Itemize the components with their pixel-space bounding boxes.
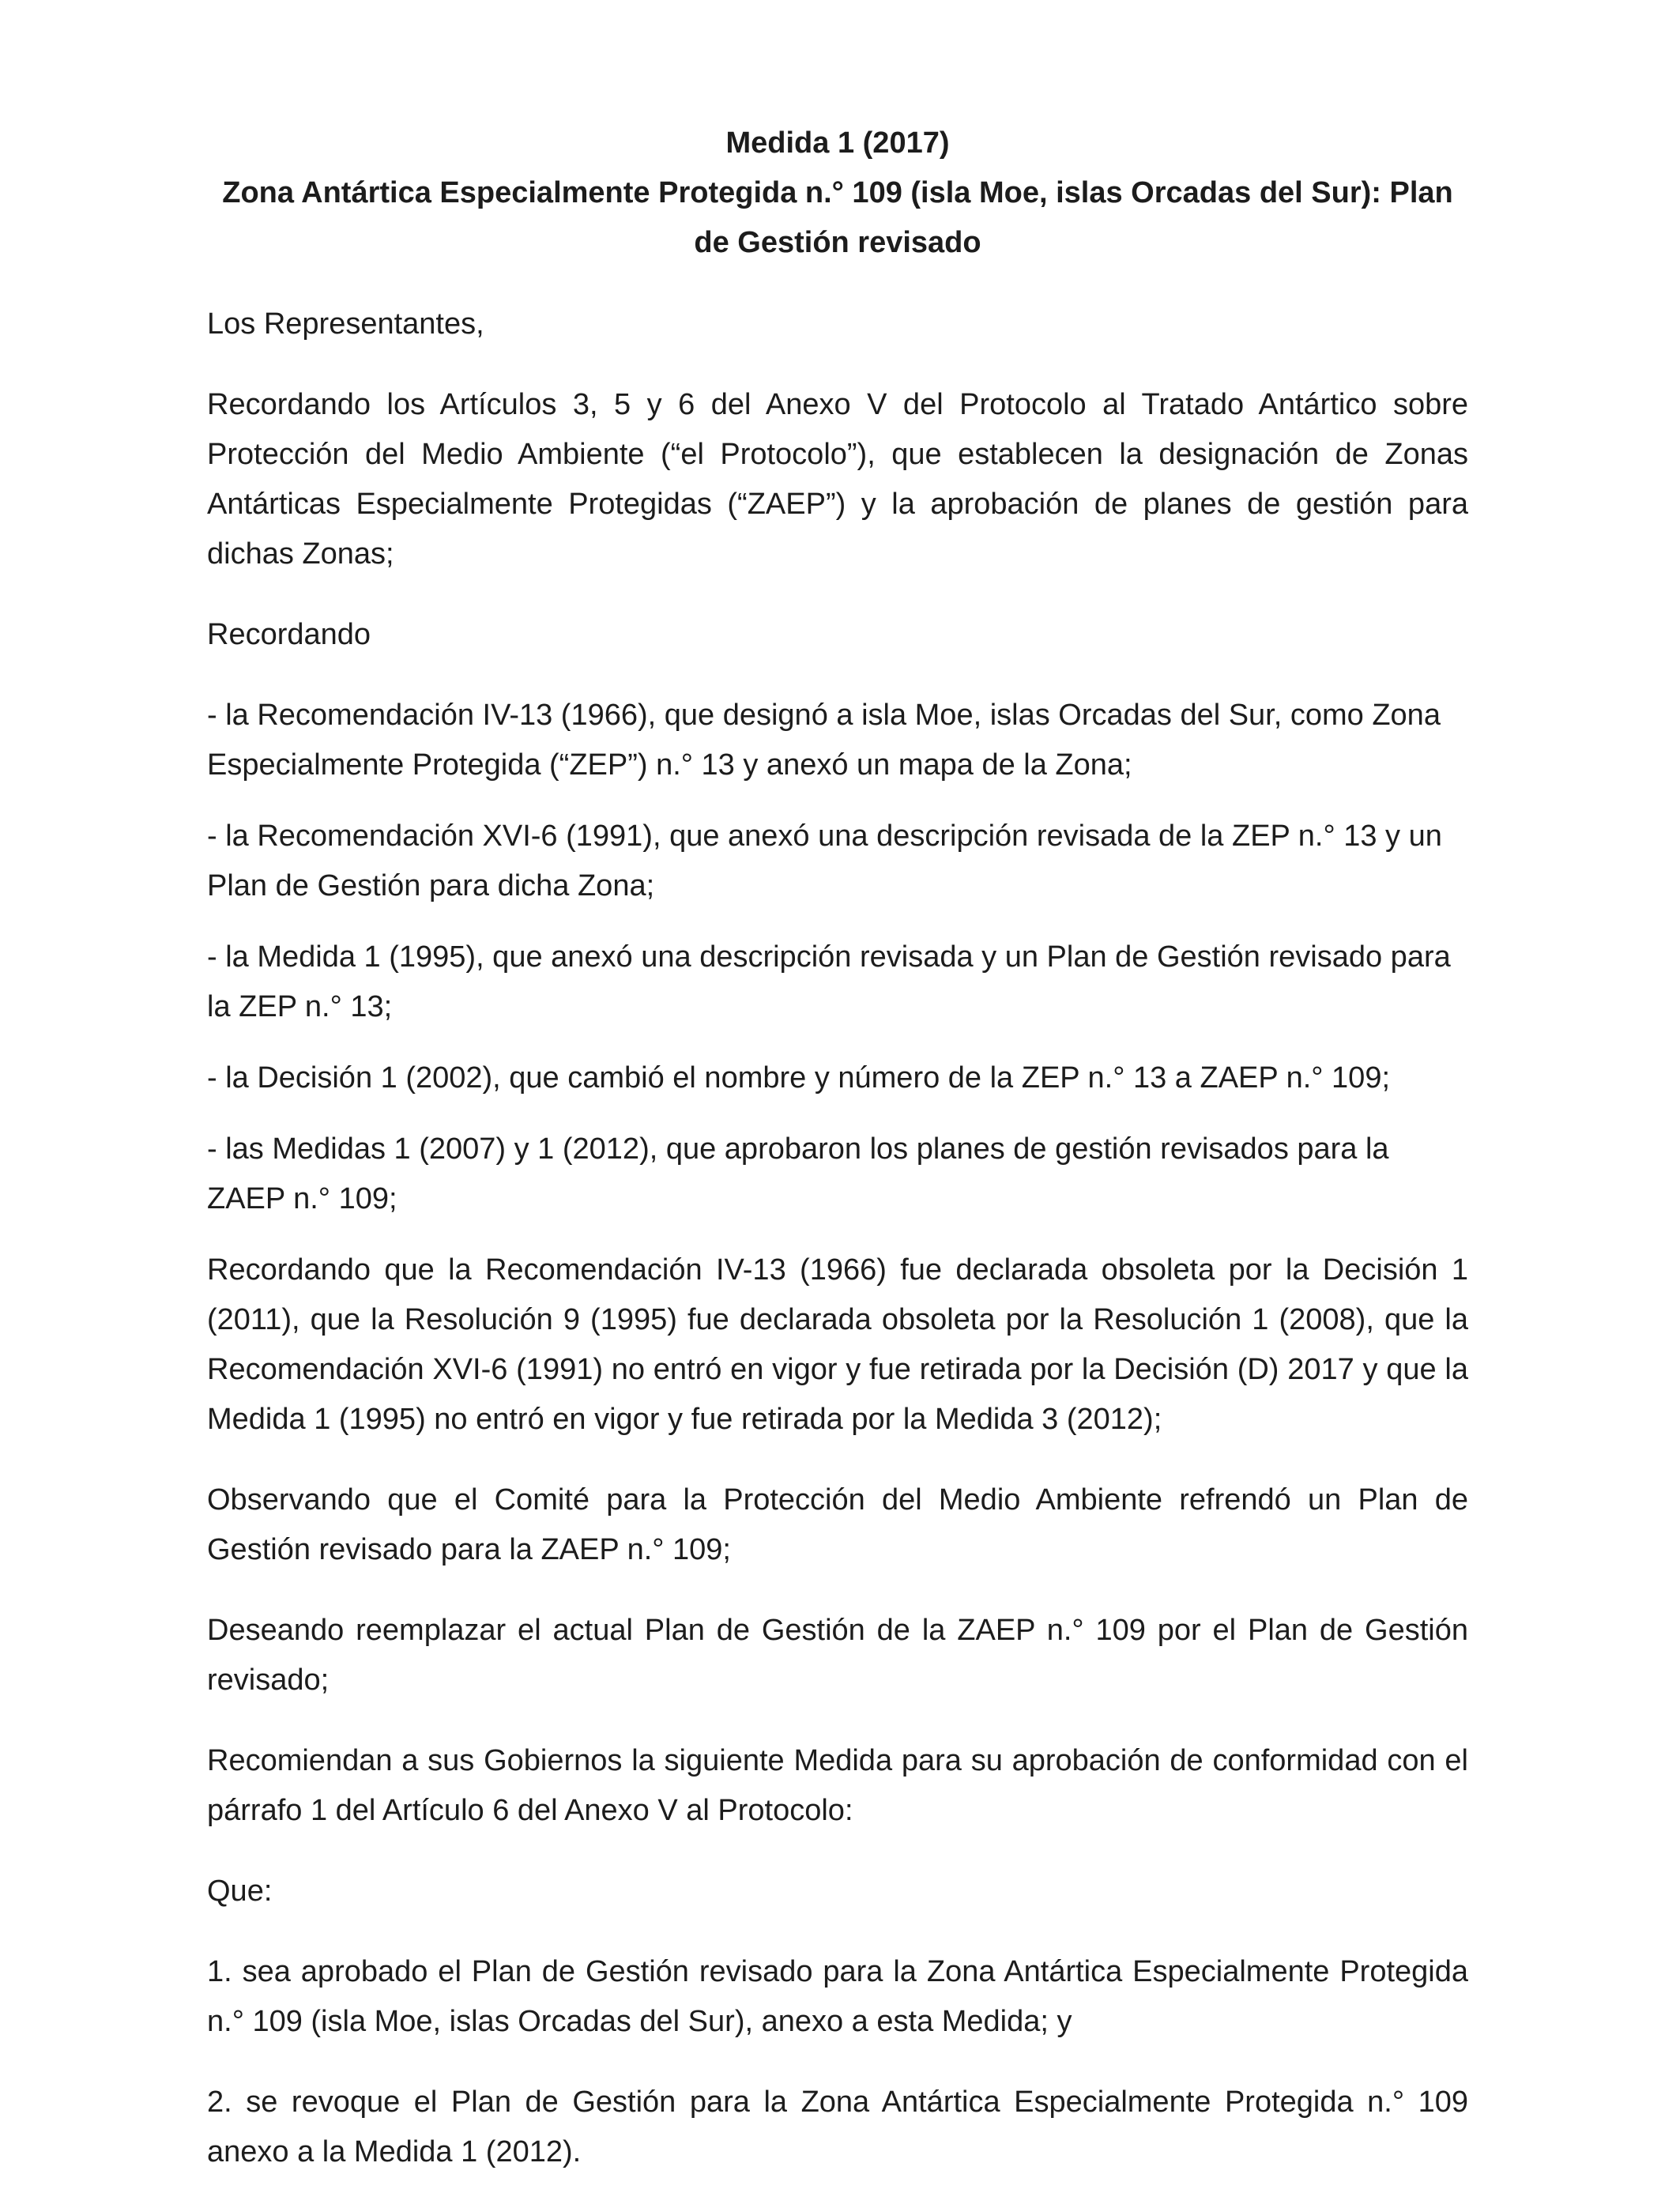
- list-item-recommendation-iv-13: - la Recomendación IV-13 (1966), que designó a isla Moe, islas Orcadas del Sur, como Zona Especialmente Protegida (“ZEP”) n.° 13 y anexó un mapa de la Zona;: [207, 699, 1441, 782]
- list-item-measure-1-1995: - la Medida 1 (1995), que anexó una descripción revisada y un Plan de Gestión revisado para la ZEP n.° 13;: [207, 940, 1451, 1023]
- document-page: [207, 119, 1468, 2208]
- paragraph-desiring: Deseando reemplazar el actual Plan de Gestión de la ZAEP n.° 109 por el Plan de Gestión revisado;: [207, 1614, 1468, 1697]
- document-title: Medida 1 (2017): [725, 126, 950, 160]
- list-item-measures-2007-2012: - las Medidas 1 (2007) y 1 (2012), que aprobaron los planes de gestión revisados para la ZAEP n.° 109;: [207, 1132, 1389, 1215]
- document-subtitle: Zona Antártica Especialmente Protegida n.° 109 (isla Moe, islas Orcadas del Sur): Plan de Gestión revisado: [222, 176, 1453, 259]
- paragraph-recommend: Recomiendan a sus Gobiernos la siguiente Medida para su aprobación de conformidad con el párrafo 1 del Artículo 6 del Anexo V al Protocolo:: [207, 1744, 1468, 1827]
- paragraph-representatives: Los Representantes,: [207, 307, 484, 341]
- paragraph-recalling-articles: Recordando los Artículos 3, 5 y 6 del Anexo V del Protocolo al Tratado Antártico sobre Protección del Medio Ambiente (“el Protocolo”), que establecen la designación de Zonas Antárticas Especialmente Protegidas (“ZAEP”) y la aprobación de planes de gestión para dichas Zonas;: [207, 388, 1468, 571]
- paragraph-recalling-obsolete: Recordando que la Recomendación IV-13 (1966) fue declarada obsoleta por la Decisión 1 (2011), que la Resolución 9 (1995) fue declarada obsoleta por la Resolución 1 (2008), que la Recomendación XVI-6 (1991) no entró en vigor y fue retirada por la Decisión (D) 2017 y que la Medida 1 (1995) no entró en vigor y fue retirada por la Medida 3 (2012);: [207, 1253, 1468, 1436]
- operative-item-2: 2. se revoque el Plan de Gestión para la Zona Antártica Especialmente Protegida n.° 109 anexo a la Medida 1 (2012).: [207, 2086, 1468, 2168]
- paragraph-noting: Observando que el Comité para la Protección del Medio Ambiente refrendó un Plan de Gestión revisado para la ZAEP n.° 109;: [207, 1483, 1468, 1566]
- list-item-recommendation-xvi-6: - la Recomendación XVI-6 (1991), que anexó una descripción revisada de la ZEP n.° 13 y un Plan de Gestión para dicha Zona;: [207, 820, 1442, 902]
- operative-item-1: 1. sea aprobado el Plan de Gestión revisado para la Zona Antártica Especialmente Protegida n.° 109 (isla Moe, islas Orcadas del Sur), anexo a esta Medida; y: [207, 1955, 1468, 2038]
- paragraph-that: Que:: [207, 1875, 273, 1908]
- list-item-decision-1-2002: - la Decisión 1 (2002), que cambió el nombre y número de la ZEP n.° 13 a ZAEP n.° 109;: [207, 1061, 1391, 1095]
- paragraph-recalling: Recordando: [207, 618, 371, 651]
